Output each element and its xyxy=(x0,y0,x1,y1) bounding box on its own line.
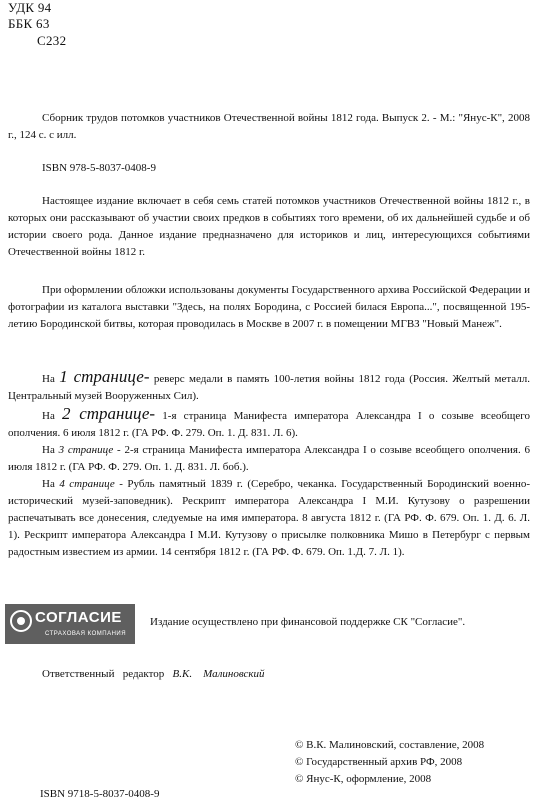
page-note-prefix: На xyxy=(42,410,55,422)
bibliographic-record xyxy=(8,110,530,144)
isbn-top: ISBN 978-5-8037-0408-9 xyxy=(42,162,156,174)
copyright-3: © Янус-К, оформление, 2008 xyxy=(295,773,432,785)
page-note-4 xyxy=(8,476,530,561)
page-note-text: - 2-я страница Манифеста императора Александра I о созыве всеобщего ополчения. 6 июля 1812 г. (ГА РФ. Ф. 279. Оп. 1. Д. 831. Л. боб.). xyxy=(8,444,530,473)
page-note-text: 1-я страница Манифеста императора Александра I о созыве всеобщего ополчения. 6 июля 1812 г. (ГА РФ. Ф. 279. Оп. 1. Д. 831. Л. 6). xyxy=(8,410,531,439)
logo-name: СОГЛАСИЕ xyxy=(35,609,122,626)
cover-pages-notes xyxy=(8,368,530,561)
page-note-label: 2 странице- xyxy=(62,404,156,423)
udk-code: УДК 94 xyxy=(8,0,52,15)
editor-label: Ответственный редактор xyxy=(42,668,165,680)
page-note-1 xyxy=(8,368,530,405)
editor-initials: В.К. xyxy=(172,668,193,680)
logo-subtitle: СТРАХОВАЯ КОМПАНИЯ xyxy=(45,631,127,637)
page-note-text: - Рубль памятный 1839 г. (Серебро, чеканка. Государственный Бородинский военно-исторический музей-заповедник). Рескрипт императора Александра I М.И. Кутузову о разрешении распечатывать все донесения, следуемые на имя императора. 8 августа 1812 г. (ГА РФ. Ф. 679. Оп. 1. Д. 6. Л. 1). Рескрипт императора Александра I М.И. Кутузову о присылке полковника Мишо в Петербург с первым радостным известием из армии. 14 сентября 1812 г. (ГА РФ. Ф. 679. Оп. 1.Д. 7. Л. 1). xyxy=(8,478,531,558)
page-note-3 xyxy=(8,442,530,476)
abstract-text-2: При оформлении обложки использованы документы Государственного архива Российской Федерации и фотографии из каталога выставки "Здесь, на полях Бородина, с Россией билася Европа...", посвященной 195-летию Бородинской битвы, которая проводилась в Москве в 2007 г. в помещении МГВЗ "Новый Манеж". xyxy=(8,284,530,330)
page-note-2 xyxy=(8,405,530,442)
logo-emblem-icon xyxy=(10,610,32,632)
bbk-code: ББК 63 xyxy=(8,16,50,31)
bibliographic-text: Сборник трудов потомков участников Отечественной войны 1812 года. Выпуск 2. - М.: "Янус-К", 2008 г., 124 с. с илл. xyxy=(8,112,530,141)
page-note-prefix: На xyxy=(42,444,55,456)
page-note-text: реверс медали в память 100-летия войны 1812 года (Россия. Желтый металл. Центральный музей Вооруженных Сил). xyxy=(8,373,530,402)
copyright-2: © Государственный архив РФ, 2008 xyxy=(295,756,463,768)
abstract-paragraph-1 xyxy=(8,193,530,261)
editor-line xyxy=(42,666,265,683)
editor-surname: Малиновский xyxy=(203,668,265,680)
author-mark: С232 xyxy=(37,33,67,48)
page-note-label: 1 странице- xyxy=(59,367,150,386)
sponsor-logo xyxy=(5,604,135,644)
copyright-1: © В.К. Малиновский, составление, 2008 xyxy=(295,739,485,751)
page-note-label: 3 странице xyxy=(58,444,114,456)
page-note-prefix: На xyxy=(42,373,55,385)
abstract-text-1: Настоящее издание включает в себя семь статей потомков участников Отечественной войны 1812 г., в которых они рассказывают об участии своих предков в событиях того времени, об их дальнейшей судьбе и об истории своего рода. Данное издание предназначено для историков и лиц, интересующихся событиями Отечественной войны 1812 г. xyxy=(8,195,530,258)
page-note-label: 4 странице xyxy=(59,478,115,490)
abstract-paragraph-2 xyxy=(8,282,530,333)
sponsor-note: Издание осуществлено при финансовой поддержке СК "Согласие". xyxy=(150,616,466,628)
page-note-prefix: На xyxy=(42,478,55,490)
isbn-bottom: ISBN 9718-5-8037-0408-9 xyxy=(40,788,160,800)
